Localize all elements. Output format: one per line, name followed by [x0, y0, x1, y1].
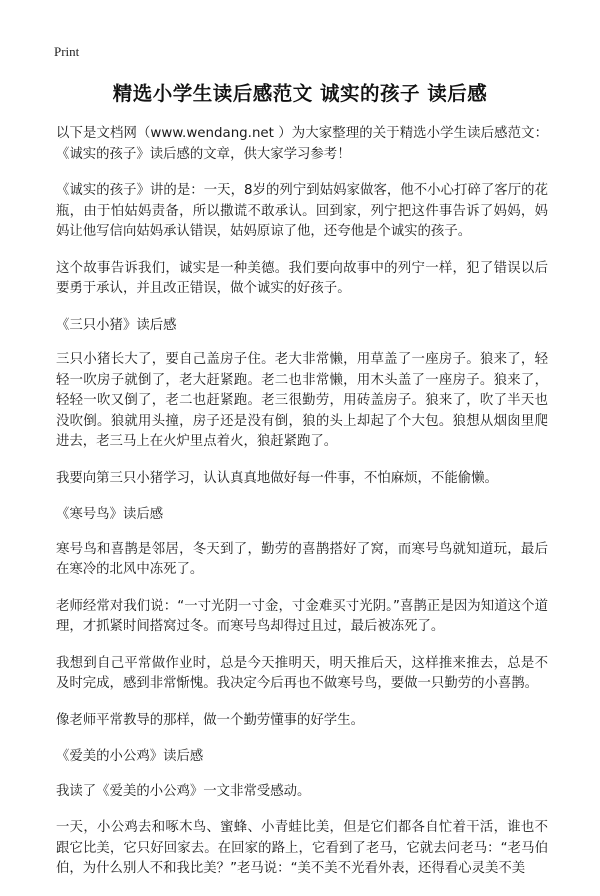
article-body	[56, 124, 548, 896]
cold-bird-story-paragraph: 寒号鸟和喜鹊是邻居，冬天到了，勤劳的喜鹊搭好了窝，而寒号鸟就知道玩，最后在寒冷的北风中冻死了。	[56, 541, 548, 577]
section-heading-cold-bird: 《寒号鸟》读后感	[56, 507, 164, 522]
reflection-paragraph: 我想到自己平常做作业时，总是今天推明天，明天推后天，这样推来推去，总是不及时完成，感到非常惭愧。我决定今后再也不做寒号鸟，要做一只勤劳的小喜鹊。	[56, 655, 548, 691]
three-pigs-lesson-paragraph: 我要向第三只小猪学习，认认真真地做好每一件事，不怕麻烦，不能偷懒。	[56, 470, 498, 486]
rooster-intro-paragraph: 我读了《爱美的小公鸡》一文非常受感动。	[56, 783, 311, 799]
section-heading-rooster: 《爱美的小公鸡》读后感	[56, 749, 204, 764]
conclusion-paragraph: 像老师平常教导的那样，做一个勤劳懂事的好学生。	[56, 712, 364, 728]
three-pigs-story-paragraph: 三只小猪长大了，要自己盖房子住。老大非常懒，用草盖了一座房子。狼来了，轻轻一吹房子就倒了，老大赶紧跑。老二也非常懒，用木头盖了一座房子。狼来了，轻轻一吹又倒了，老二也赶紧跑。老三很勤劳，用砖盖房子。狼来了，吹了半天也没吹倒。狼就用头撞，房子还是没有倒，狼的头上却起了个大包。狼想从烟囱里爬进去，老三马上在火炉里点着火，狼赶紧跑了。	[56, 352, 548, 449]
rooster-story-paragraph: 一天，小公鸡去和啄木鸟、蜜蜂、小青蛙比美，但是它们都各自忙着干活，谁也不跟它比美，它只好回家去。在回家的路上，它看到了老马，它就去问老马：“老马伯伯，为什么别人不和我比美？”老马说：“美不美不光看外表，还得看心灵美不美	[56, 820, 548, 876]
teacher-quote-paragraph: 老师经常对我们说：“一寸光阴一寸金，寸金难买寸光阴。”喜鹊正是因为知道这个道理，才抓紧时间搭窝过冬。而寒号鸟却得过且过，最后被冻死了。	[56, 598, 548, 634]
print-link[interactable]: Print	[54, 44, 80, 59]
document-title: 精选小学生读后感范文 诚实的孩子 读后感	[112, 82, 488, 105]
intro-paragraph: 以下是文档网（www.wendang.net ）为大家整理的关于精选小学生读后感范文：《诚实的孩子》读后感的文章，供大家学习参考！	[56, 126, 548, 162]
story-lesson-paragraph: 这个故事告诉我们，诚实是一种美德。我们要向故事中的列宁一样，犯了错误以后要勇于承认，并且改正错误，做个诚实的好孩子。	[56, 260, 548, 296]
section-heading-three-pigs: 《三只小猪》读后感	[56, 317, 177, 333]
story-summary-paragraph: 《诚实的孩子》讲的是：一天，8岁的列宁到姑妈家做客，他不小心打碎了客厅的花瓶，由于怕姑妈责备，所以撒谎不敢承认。回到家，列宁把这件事告诉了妈妈，妈妈让他写信向姑妈承认错误，姑妈原谅了他，还夸他是个诚实的孩子。	[56, 183, 548, 239]
